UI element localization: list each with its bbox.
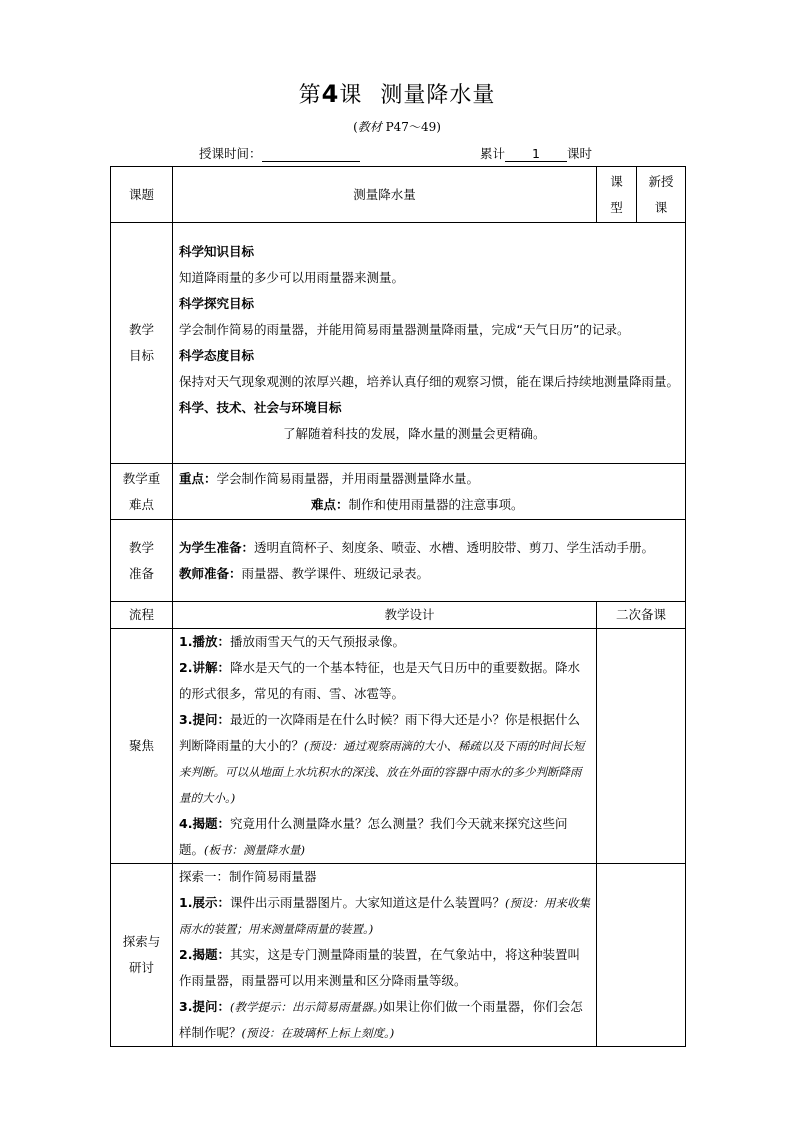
type-label: 课型 [597,167,637,223]
difficulty-text: 制作和使用雨量器的注意事项。 [348,496,524,512]
keypoints-row [111,464,686,520]
key-label: 重点： [179,470,217,486]
goal-text: 知道降雨量的多少可以用雨量器来测量。 [179,270,405,285]
topic-label: 课题 [111,167,173,223]
explore-second-prep[interactable] [597,864,686,1047]
goals-row [111,223,686,464]
goal-heading: 科学、技术、社会与环境目标 [179,400,342,415]
type-value: 新授课 [637,167,686,223]
focus-label: 聚焦 [111,629,173,864]
lesson-plan-table [110,166,686,1047]
explore-item: 1.展示：课件出示雨量器图片。大家知道这是什么装置吗？(预设：用来收集雨水的装置；用来测量降雨量的装置。) [179,895,590,936]
keypoints-content [173,464,686,520]
goal-text: 学会制作简易的雨量器，并能用简易雨量器测量降雨量，完成“天气日历”的记录。 [179,322,630,337]
goal-heading: 科学态度目标 [179,348,255,363]
goals-content [173,223,686,464]
flow-label: 流程 [111,602,173,629]
class-time-field[interactable] [262,146,360,162]
topic-row [111,167,686,223]
second-prep-label: 二次备课 [597,602,686,629]
preparation-label: 教学准备 [111,520,173,602]
teacher-prep-label: 教师准备： [179,565,242,581]
flow-header-row [111,602,686,629]
lesson-title: 第4课 测量降水量 [298,80,496,108]
goal-heading: 科学知识目标 [179,244,255,259]
student-prep-label: 为学生准备： [179,539,255,555]
explore-label: 探索与研讨 [111,864,173,1047]
textbook-pages: (教材 P47～49) [353,120,441,134]
total-hours-field[interactable]: 1 [505,146,567,162]
focus-second-prep[interactable] [597,629,686,864]
focus-item: 4.揭题：究竟用什么测量降水量？怎么测量？我们今天就来探究这些问题。(板书：测量降水量) [179,816,568,857]
class-time: 授课时间： [199,144,360,162]
total-hours: 累计 1 课时 [480,146,593,161]
focus-item: 1.播放：播放雨雪天气的天气预报录像。 [179,634,405,649]
goal-heading: 科学探究目标 [179,296,255,311]
topic-value: 测量降水量 [173,167,597,223]
focus-item: 3.提问：最近的一次降雨是在什么时候？雨下得大还是小？你是根据什么判断降雨量的大小的？(预设：通过观察雨滴的大小、稀疏以及下雨的时间长短来判断。可以从地面上水坑积水的深浅、放在外面的容器中雨水的多少判断降雨量的大小。) [179,712,585,805]
goal-text: 保持对天气现象观测的浓厚兴趣，培养认真仔细的观察习惯，能在课后持续地测量降雨量。 [179,374,680,389]
student-prep-text: 透明直筒杯子、刻度条、喷壶、水槽、透明胶带、剪刀、学生活动手册。 [254,539,655,555]
explore-item: 2.揭题：其实，这是专门测量降雨量的装置，在气象站中，将这种装置叫作雨量器，雨量器可以用来测量和区分降雨量等级。 [179,947,580,988]
explore-row [111,864,686,1047]
focus-row [111,629,686,864]
key-text: 学会制作简易雨量器，并用雨量器测量降水量。 [216,470,480,486]
goals-label: 教学目标 [111,223,173,464]
goal-text: 了解随着科技的发展，降水量的测量会更精确。 [283,426,546,441]
difficulty-label: 难点： [311,496,349,512]
explore-heading: 探索一：制作简易雨量器 [179,869,317,884]
keypoints-label: 教学重难点 [111,464,173,520]
explore-content [173,864,597,1047]
design-label: 教学设计 [173,602,597,629]
preparation-content [173,520,686,602]
focus-content [173,629,597,864]
focus-item: 2.讲解：降水是天气的一个基本特征，也是天气日历中的重要数据。降水的形式很多，常见的有雨、雪、冰雹等。 [179,660,580,701]
teacher-prep-text: 雨量器、教学课件、班级记录表。 [241,565,430,581]
explore-item: 3.提问：(教学提示：出示简易雨量器。)如果让你们做一个雨量器，你们会怎样制作呢？(预设：在玻璃杯上标上刻度。) [179,999,583,1040]
preparation-row [111,520,686,602]
